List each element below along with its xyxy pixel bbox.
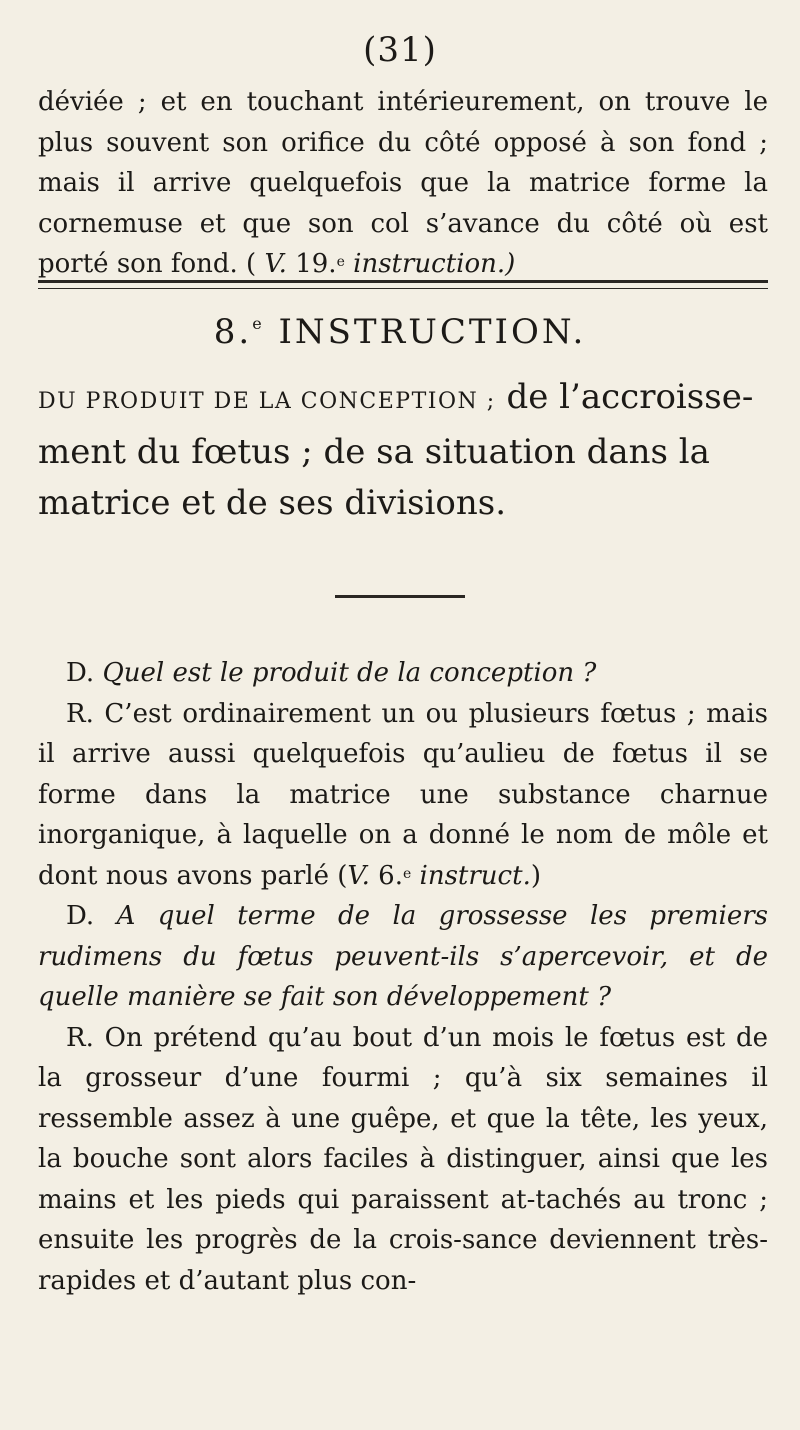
reference-superscript: e: [336, 254, 345, 270]
question-label: D.: [66, 901, 95, 931]
reference-word: instruction.): [344, 249, 516, 279]
answer-ref-superscript: e: [402, 865, 412, 882]
heading-superscript: e: [252, 314, 265, 333]
heading-title: INSTRUCTION.: [264, 312, 587, 352]
heading-number: 8.: [213, 312, 253, 352]
answer-ref-number: 6.: [369, 860, 403, 891]
answer-text: On prétend qu’au bout d’un mois le fœtus est de la grosseur d’une fourmi ; qu’à six semaines il ressemble assez à une guêpe, et que la tête, les yeux, la bouche sont alors faciles à distinguer, ainsi que les mains et les pieds qui paraissent at-tachés au tronc ; ensuite les progrès de la crois-sance deviennent très-rapides et d’autant plus con-: [38, 1022, 768, 1296]
section-divider-thick: [38, 280, 768, 283]
short-divider: [335, 595, 465, 598]
section-divider-thin: [38, 288, 768, 289]
page-number: (31): [363, 30, 437, 70]
section-subtitle: [38, 372, 768, 529]
question-1: [38, 653, 768, 694]
question-answer-block: [38, 653, 768, 1301]
answer-label: R.: [66, 1022, 94, 1053]
subtitle-rest: de l’accroisse-ment du fœtus ; de sa situation dans la matrice et de ses divisions.: [38, 377, 754, 523]
answer-ref-close: ): [530, 860, 541, 891]
answer-ref-word: instruct.: [411, 860, 531, 891]
subtitle-smallcaps: DU PRODUIT DE LA CONCEPTION ;: [38, 389, 496, 414]
top-paragraph: [38, 82, 768, 285]
question-text: A quel terme de la grossesse les premiers rudimens du fœtus peuvent-ils s’apercevoir, et de quelle manière se fait son développement ?: [38, 901, 768, 1012]
answer-text: C’est ordinairement un ou plusieurs fœtus ; mais il arrive aussi quelquefois qu’aulieu de fœtus il se forme dans la matrice une substance charnue inorganique, à laquelle on a donné le nom de môle et dont nous avons parlé (: [38, 698, 768, 891]
answer-label: R.: [66, 698, 94, 729]
question-text: Quel est le produit de la conception ?: [94, 658, 597, 688]
reference-open: (: [246, 249, 265, 279]
reference-number: 19.: [286, 249, 337, 279]
section-heading: [0, 312, 800, 352]
reference-v: V.: [264, 249, 287, 279]
top-paragraph-text: déviée ; et en touchant intérieurement, on trouve le plus souvent son orifice du côté opposé à son fond ; mais il arrive quelquefois que la matrice forme la cornemuse et que son col s’avance du côté où est porté son fond.: [38, 87, 768, 279]
answer-ref-v: V.: [347, 860, 370, 891]
answer-1: [38, 694, 768, 897]
answer-2: [38, 1018, 768, 1302]
question-2: [38, 896, 768, 1018]
question-label: D.: [66, 658, 95, 688]
